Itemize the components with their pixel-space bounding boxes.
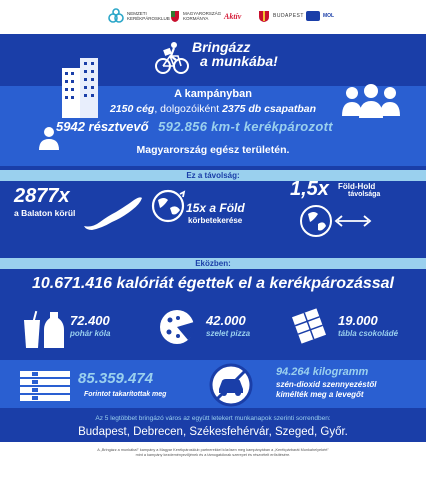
- pizza-label: szelet pizza: [206, 329, 251, 338]
- money-icon: [18, 369, 72, 403]
- globe-icon: [150, 188, 186, 224]
- total-km: 592.856 km-t kerékpározott: [158, 119, 333, 134]
- pizza-number: 42.000: [206, 313, 246, 328]
- budapest-logo: [258, 8, 304, 24]
- cola-label: pohár kóla: [70, 329, 111, 338]
- logo4-text: BUDAPEST: [273, 13, 304, 19]
- logo1-line2: KERÉKPÁROSKLUB: [127, 16, 170, 21]
- pizza-icon: [158, 308, 196, 346]
- campaign-line2: [0, 103, 426, 116]
- co2-label2: kímélték meg a levegőt: [276, 390, 364, 399]
- cola-number: 72.400: [70, 313, 110, 328]
- moon-label1: Föld-Hold: [338, 182, 376, 191]
- footer-line2: mint a kampány kezdeményezőjének és a támogatóknak szerepet és részvételt erősítésére.: [135, 453, 291, 457]
- cities-intro: Az 5 legtöbbet bringázó város az együtt letekert munkanapok szerinti sorrendben:: [95, 415, 331, 422]
- mol-icon: [306, 11, 320, 21]
- campaign-line1: A kampányban: [174, 88, 252, 100]
- logo2-line1: MAGYARORSZÁG: [183, 11, 222, 16]
- participants-count: 5942 résztvevő: [56, 119, 149, 134]
- balaton-number: 2877x: [14, 185, 70, 207]
- no-car-icon: [208, 362, 254, 408]
- title-line1: Bringázz: [192, 39, 251, 55]
- moon-label2: távolsága: [348, 191, 381, 198]
- kerekparosklub-logo: [108, 8, 170, 24]
- money-number: 85.359.474: [78, 370, 154, 387]
- companies-count: 2150 cég: [109, 103, 155, 115]
- teams-count: 2375 db csapatban: [222, 103, 317, 115]
- balaton-label: a Balaton körül: [14, 208, 76, 218]
- logo-bar: [0, 0, 426, 34]
- title-line2: a munkába!: [200, 53, 278, 69]
- earth-label: körbetekerése: [188, 216, 243, 225]
- logo2-line2: KORMÁNYA: [183, 16, 209, 21]
- cyclist-icon: [154, 40, 190, 74]
- cola-icon: [20, 310, 66, 350]
- balaton-lake-icon: [82, 192, 144, 232]
- chocolate-icon: [290, 308, 328, 344]
- coat-of-arms-icon: [170, 9, 180, 23]
- kerekparosklub-icon: [108, 8, 124, 24]
- footer: [0, 442, 426, 480]
- kormany-logo: [170, 8, 221, 24]
- aktiv-logo: [224, 8, 241, 24]
- mol-logo: [306, 8, 334, 24]
- logo5-text: MOL: [323, 13, 335, 19]
- earth-number: 15x a Föld: [186, 201, 245, 215]
- co2-label1: szén-dioxid szennyezéstől: [276, 380, 377, 389]
- chocolate-number: 19.000: [338, 313, 378, 328]
- chocolate-label: tábla csokoládé: [338, 329, 399, 338]
- logo3-text: Aktív: [224, 11, 242, 21]
- footer-line1: A „Bringázz a munkába!” kampány a Magyar Kerékpárosklub partnerekkel közösen meg kampányában a „Kerékpárbarát Munkahelyekért": [97, 448, 329, 452]
- distance-header: Ez a távolság:: [186, 171, 240, 180]
- meanwhile-header: Eközben:: [195, 259, 231, 268]
- poster-header: [150, 38, 280, 78]
- campaign-line3: [56, 119, 386, 135]
- campaign-line4: Magyarország egész területén.: [136, 144, 290, 156]
- earth-moon-icon: [298, 204, 404, 238]
- moon-number: 1,5x: [290, 178, 329, 200]
- calories-line: 10.671.416 kalóriát égettek el a kerékpározással: [31, 275, 394, 292]
- co2-number: 94.264 kilogramm: [276, 366, 369, 378]
- budapest-crest-icon: [258, 9, 270, 23]
- logo1-line1: NEMZETI: [127, 11, 147, 16]
- campaign-line2-middle: , dolgozóiként: [154, 103, 223, 115]
- cities-list: Budapest, Debrecen, Székesfehérvár, Szeged, Győr.: [78, 426, 348, 438]
- money-label: Forintot takarítottak meg: [84, 391, 167, 398]
